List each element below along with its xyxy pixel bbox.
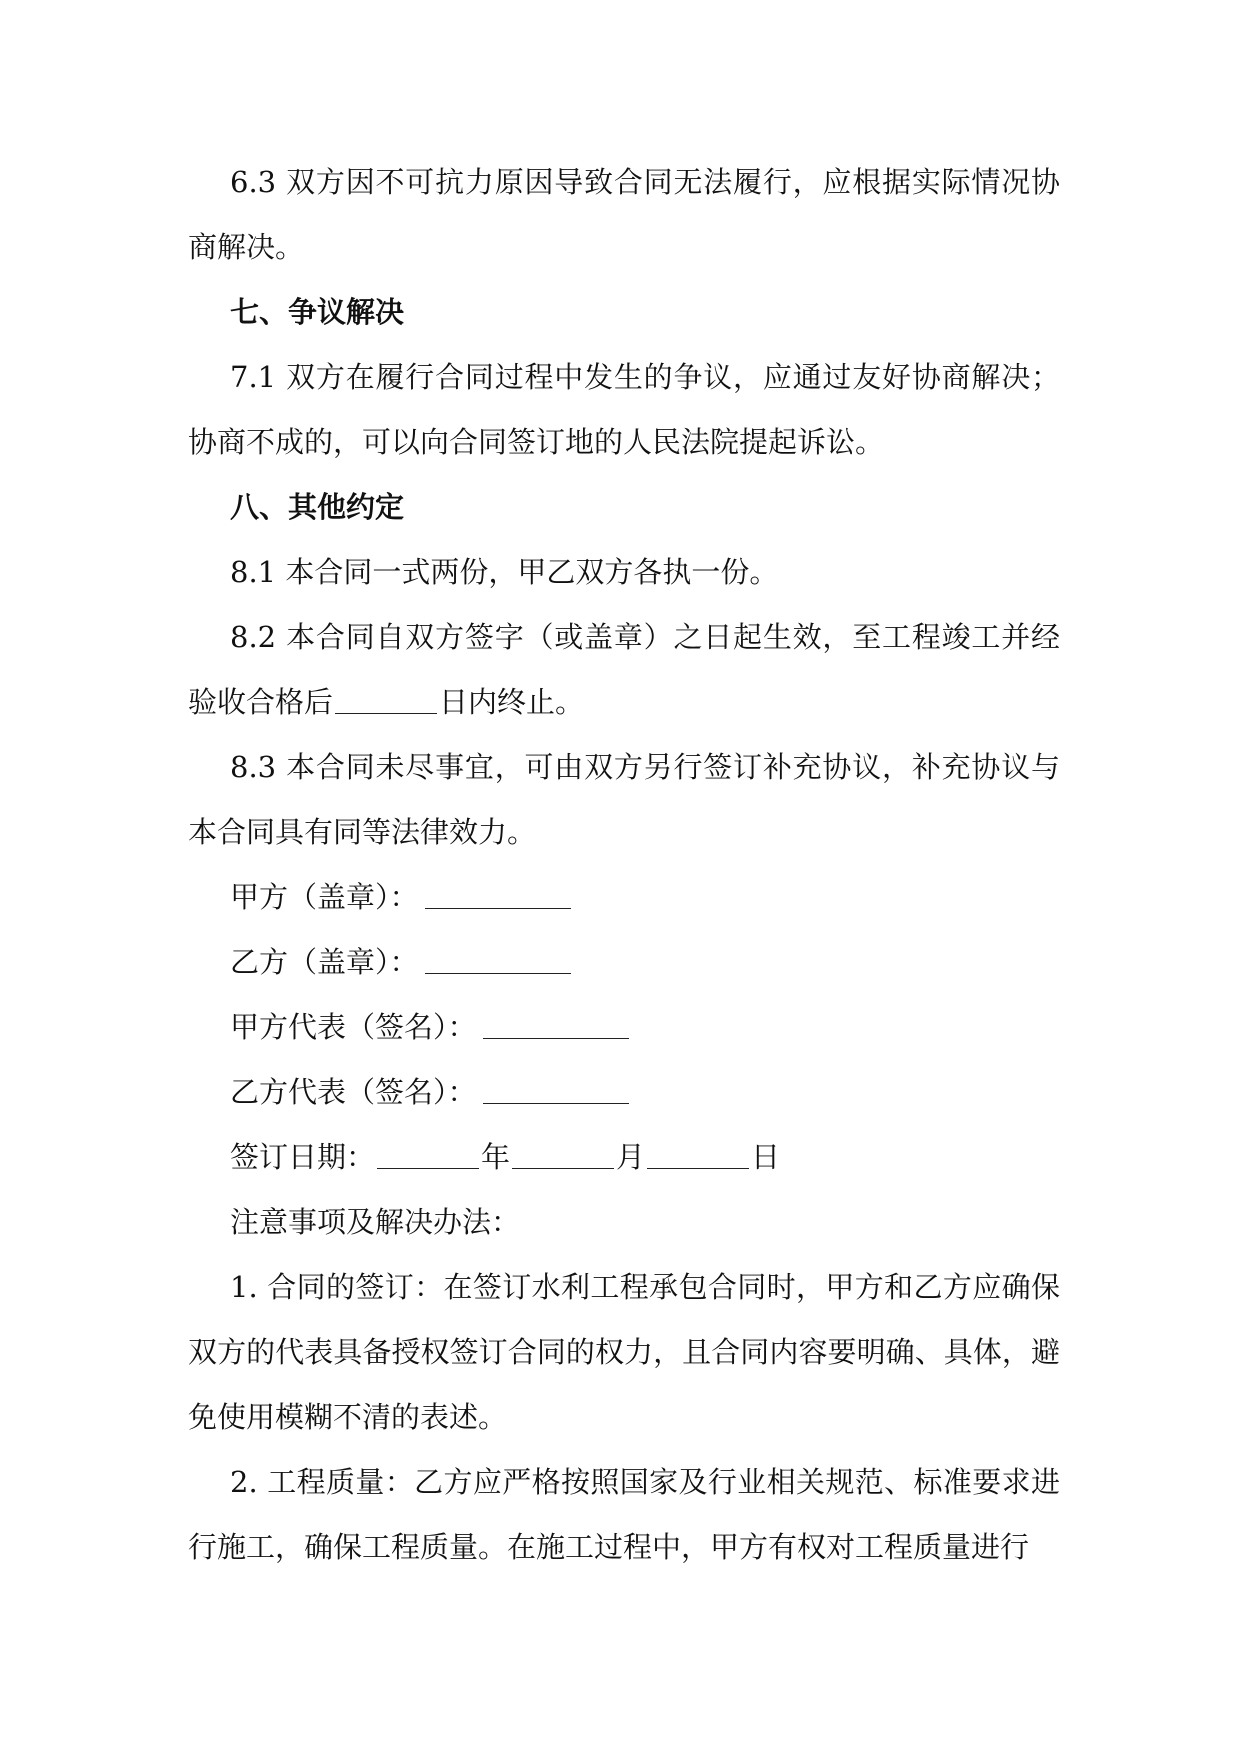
clause-8-3: 8.3 本合同未尽事宜，可由双方另行签订补充协议，补充协议与本合同具有同等法律效力。 — [188, 750, 1060, 849]
notes-title: 注意事项及解决办法： — [230, 1205, 521, 1239]
party-a-rep-line — [188, 995, 1060, 1060]
note-item-project-quality: 2. 工程质量：乙方应严格按照国家及行业相关规范、标准要求进行施工，确保工程质量。在施工过程中，甲方有权对工程质量进行 — [188, 1465, 1060, 1564]
party-a-seal-blank — [425, 882, 571, 909]
section-heading-other-terms: 八、其他约定 — [230, 490, 405, 524]
party-a-seal-line — [188, 865, 1060, 930]
clause-8-1: 8.1 本合同一式两份，甲乙双方各执一份。 — [230, 555, 779, 589]
party-b-seal-blank — [425, 947, 571, 974]
party-a-rep-label: 甲方代表（签名）： — [230, 1010, 477, 1044]
signing-date-line — [188, 1125, 1060, 1190]
party-b-rep-blank — [483, 1077, 629, 1104]
note-item-contract-signing: 1. 合同的签订：在签订水利工程承包合同时，甲方和乙方应确保双方的代表具备授权签订合同的权力，且合同内容要明确、具体，避免使用模糊不清的表述。 — [188, 1270, 1060, 1434]
clause-8-2-text-before: 8.2 本合同自双方签字（或盖章）之日起生效，至工程竣工并经验收合格后 — [188, 620, 1060, 719]
clause-8-2-text-after: 日内终止。 — [439, 685, 585, 719]
signing-date-label: 签订日期： — [230, 1140, 376, 1174]
month-blank — [512, 1142, 614, 1169]
days-blank-field — [335, 687, 437, 714]
party-a-seal-label: 甲方（盖章）： — [230, 880, 419, 914]
party-b-rep-line — [188, 1060, 1060, 1125]
party-b-rep-label: 乙方代表（签名）： — [230, 1075, 477, 1109]
day-blank — [647, 1142, 749, 1169]
document-body — [188, 150, 1060, 1580]
clause-8-2 — [188, 605, 1060, 735]
clause-7-1: 7.1 双方在履行合同过程中发生的争议，应通过友好协商解决；协商不成的，可以向合同签订地的人民法院提起诉讼。 — [188, 360, 1060, 459]
clause-6-3: 6.3 双方因不可抗力原因导致合同无法履行，应根据实际情况协商解决。 — [188, 165, 1060, 264]
party-b-seal-label: 乙方（盖章）： — [230, 945, 419, 979]
section-heading-dispute-resolution: 七、争议解决 — [230, 295, 405, 329]
year-blank — [377, 1142, 479, 1169]
day-label: 日 — [751, 1140, 781, 1174]
month-label: 月 — [616, 1140, 646, 1174]
party-b-seal-line — [188, 930, 1060, 995]
year-label: 年 — [481, 1140, 511, 1174]
party-a-rep-blank — [483, 1012, 629, 1039]
